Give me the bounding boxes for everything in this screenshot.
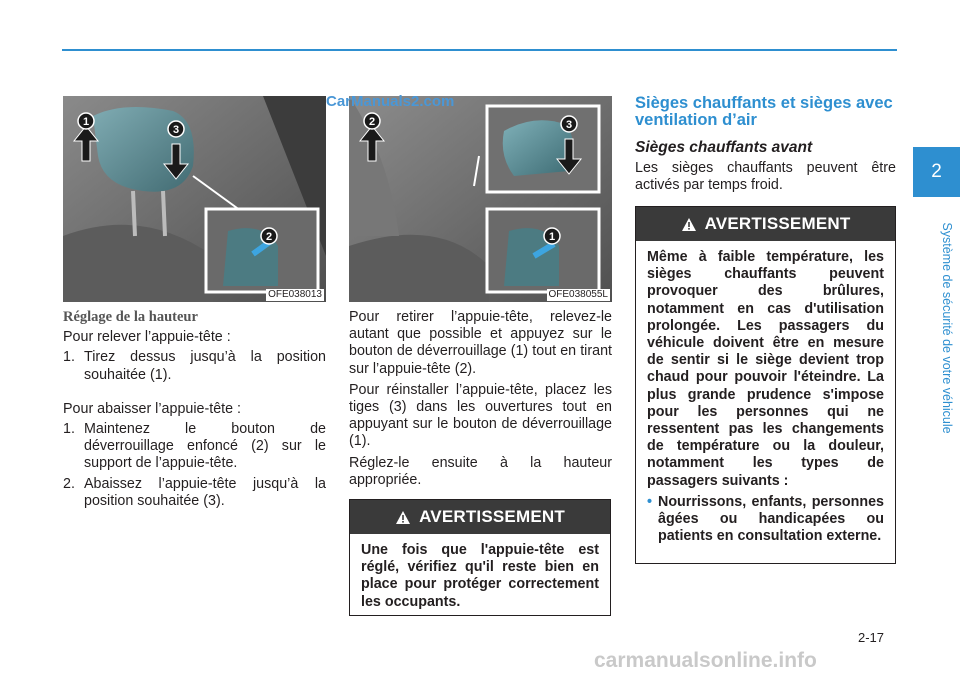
photo1-callout-2: 2 [265,231,273,243]
top-rule [62,49,897,51]
step-text: Abaissez l’appuie-tête jusqu’à la position souhaitée (3). [84,475,326,509]
photo-code: OFE038055L [548,289,608,300]
photo2-callout-1: 1 [548,231,556,243]
raise-intro: Pour relever l’appuie-tête : [63,329,231,346]
photo1-callout-1: 1 [82,116,90,128]
warning-icon [681,217,697,232]
warning-header [636,207,895,241]
photo-code: OFE038013 [268,289,322,300]
page-number: 2-17 [858,630,885,645]
warning-text: Même à faible température, les sièges chauffants peuvent provoquer des brûlures, notamment en cas d'utilisation prolongée. Les passagers du véhicule doivent être en mesure de sentir si le siège devient trop chaud pour pouvoir l'éteindre. La plus grande prudence s'impose pour les personnes qui ne ressentent pas les changements de température ou la douleur, notamment les types de passagers suivants : [647,249,884,489]
paragraph: Pour retirer l’appuie-tête, relevez-le autant que possible et appuyez sur le bouton de déverrouillage (1) tout en tirant sur l’appuie-tête (2). [349,309,612,377]
column-1 [63,309,326,510]
step-number: 1. [63,421,75,438]
warning-icon [395,510,411,525]
warning-body: Une fois que l'appuie-tête est réglé, vérifiez qu'il reste bien en place pour protéger correctement les occupants. [361,542,599,610]
headrest-removal-photo [349,96,612,302]
paragraph: Pour réinstaller l’appuie-tête, placez les tiges (3) dans les ouvertures tout en appuyant sur le bouton de déverrouillage (1). [349,381,612,450]
warning-body [636,241,895,553]
chapter-title-vertical [937,197,957,459]
bullet-icon: • [647,493,653,510]
bullet-text: Nourrissons, enfants, personnes âgées ou handicapées ou patients en consultation externe. [658,493,884,545]
section-title: Sièges chauffants et sièges avec ventilation d’air [635,94,893,129]
photo2-callout-2: 2 [368,116,376,128]
step-text: Tirez dessus jusqu’à la position souhaitée (1). [84,349,326,383]
section-subtitle: Sièges chauffants avant [635,139,813,156]
chapter-number: 2 [931,161,942,182]
section-heading: Réglage de la hauteur [63,309,198,325]
photo2-callout-3: 3 [565,119,573,131]
warning-header [350,500,610,534]
warning-box-headrest [349,499,611,616]
step-text: Maintenez le bouton de déverrouillage enfoncé (2) sur le support de l’appuie-tête. [84,421,326,472]
raise-step [63,349,326,383]
step-number: 2. [63,475,75,492]
warning-box-heated-seats [635,206,896,564]
warning-bullet [647,494,884,546]
warning-title: AVERTISSEMENT [704,214,851,233]
lower-intro: Pour abaisser l’appuie-tête : [63,400,242,417]
warning-title: AVERTISSEMENT [419,507,565,526]
intro-text: Les sièges chauffants peuvent être activés par temps froid. [635,160,896,194]
watermark-bottom[interactable]: carmanualsonline.info [594,649,817,672]
lower-step [63,421,326,473]
chapter-tab [913,147,960,197]
watermark-top[interactable]: CarManuals2.com [326,93,455,110]
paragraph: Réglez-le ensuite à la hauteur appropriée. [349,454,612,488]
chapter-title: Système de sécurité de votre véhicule [940,222,954,434]
photo1-callout-3: 3 [172,124,180,136]
step-number: 1. [63,349,75,366]
column-2 [349,309,612,489]
headrest-height-photo [63,96,326,302]
lower-step [63,476,326,510]
